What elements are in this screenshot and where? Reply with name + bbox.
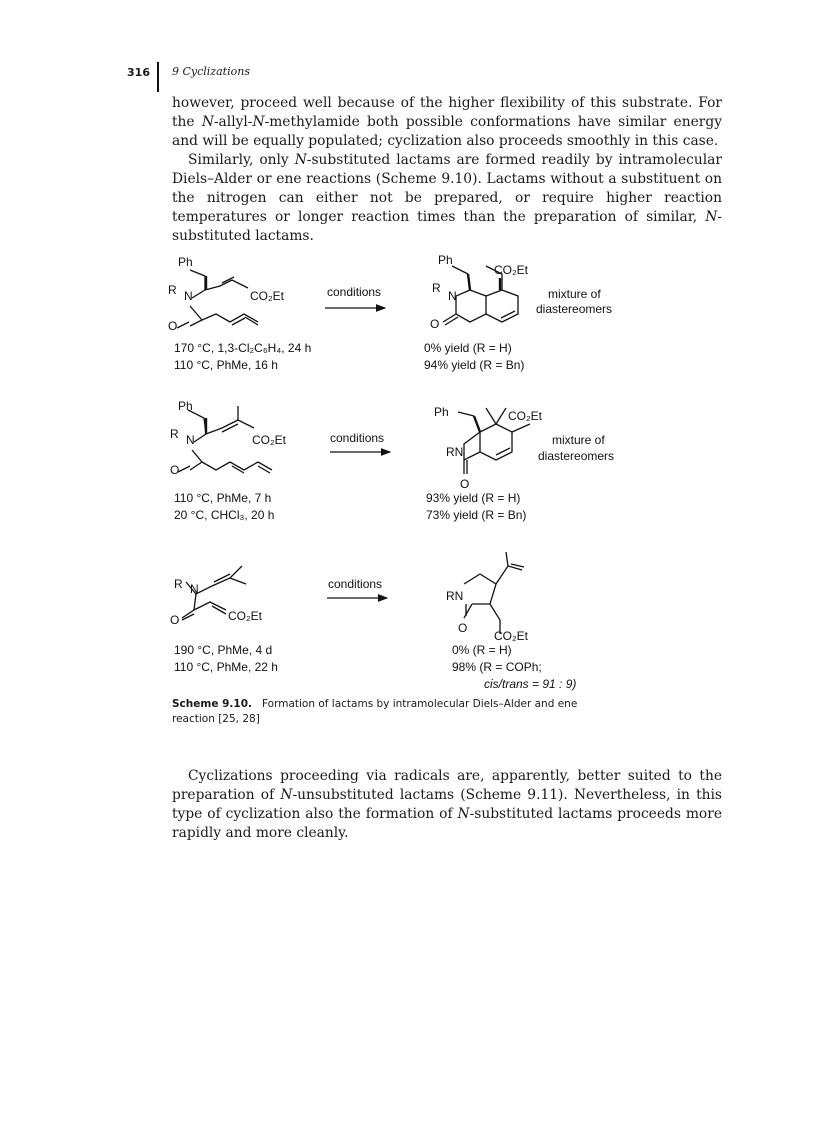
ph-label: Ph (178, 399, 193, 413)
o-label: O (168, 319, 178, 333)
condition-line: 170 °C, 1,3-Cl₂C₆H₄, 24 h (174, 341, 312, 355)
ph-label: Ph (438, 253, 453, 267)
note-line: diastereomers (538, 449, 615, 463)
scheme-caption (172, 697, 612, 727)
ph-label: Ph (434, 405, 449, 419)
n-label: N (186, 433, 195, 447)
r-label: R (168, 283, 177, 297)
page-number: 316 (127, 66, 150, 79)
r-label: R (432, 281, 441, 295)
yield-line: 0% (R = H) (452, 643, 512, 657)
r-label: R (174, 577, 183, 591)
yield-line: 73% yield (R = Bn) (426, 508, 527, 522)
note-line: mixture of (552, 433, 605, 447)
o-label: O (460, 477, 470, 491)
header-rule (157, 62, 159, 92)
co2et-label: CO₂Et (508, 409, 542, 423)
ratio-line: cis/trans = 91 : 9) (484, 677, 577, 691)
n-label: N (184, 289, 193, 303)
r-label: R (170, 427, 179, 441)
co2et-label: CO₂Et (252, 433, 286, 447)
product-3 (464, 552, 524, 634)
n-label: N (448, 289, 457, 303)
o-label: O (458, 621, 468, 635)
yield-line: 98% (R = COPh; (452, 660, 542, 674)
o-label: O (430, 317, 440, 331)
o-label: O (170, 463, 180, 477)
arrow-label: conditions (327, 285, 382, 299)
paragraph-1: however, proceed well because of the higher flexibility of this substrate. For the N-allyl-N-methylamide both possible conformations have similar energy and will be equally populated; cyclization also proceeds smoothly in this case. (172, 95, 722, 149)
yield-line: 0% yield (R = H) (424, 341, 512, 355)
n-label: N (190, 582, 199, 596)
note-line: mixture of (548, 287, 601, 301)
condition-line: 110 °C, PhMe, 22 h (174, 660, 278, 674)
chapter-title: 9 Cyclizations (172, 65, 250, 78)
note-line: diastereomers (536, 302, 613, 316)
rn-label: RN (446, 589, 464, 603)
condition-line: 190 °C, PhMe, 4 d (174, 643, 273, 657)
reaction-scheme (160, 248, 640, 693)
caption-label: Scheme 9.10. (172, 698, 252, 710)
co2et-label: CO₂Et (250, 289, 284, 303)
paragraph-2: Similarly, only N-substituted lactams are formed readily by intramolecular Diels–Alder or ene reactions (Scheme 9.10). Lactams without a substituent on the nitrogen can either not be prepared, or require higher reaction temperatures or longer reaction times than the preparation of similar, N-substituted lactams. (172, 152, 722, 244)
arrow-label: conditions (330, 431, 385, 445)
yield-line: 93% yield (R = H) (426, 491, 521, 505)
yield-line: 94% yield (R = Bn) (424, 358, 525, 372)
condition-line: 110 °C, PhMe, 7 h (174, 491, 272, 505)
co2et-label: CO₂Et (228, 609, 262, 623)
condition-line: 110 °C, PhMe, 16 h (174, 358, 278, 372)
co2et-label: CO₂Et (494, 629, 528, 643)
ph-label: Ph (178, 255, 193, 269)
o-label: O (170, 613, 180, 627)
arrow-label: conditions (328, 577, 383, 591)
body-text-bottom (172, 767, 722, 843)
paragraph-3: Cyclizations proceeding via radicals are, apparently, better suited to the preparation of N-unsubstituted lactams (Scheme 9.11). Nevertheless, in this type of cyclization also the formation of N-substituted lactams proceeds more rapidly and more cleanly. (172, 768, 722, 841)
condition-line: 20 °C, CHCl₃, 20 h (174, 508, 275, 522)
rn-label: RN (446, 445, 464, 459)
running-header (0, 62, 816, 92)
co2et-label: CO₂Et (494, 263, 528, 277)
body-text-top (172, 94, 722, 246)
caption-text: Formation of lactams by intramolecular Diels–Alder and ene reaction [25, 28] (172, 698, 578, 725)
